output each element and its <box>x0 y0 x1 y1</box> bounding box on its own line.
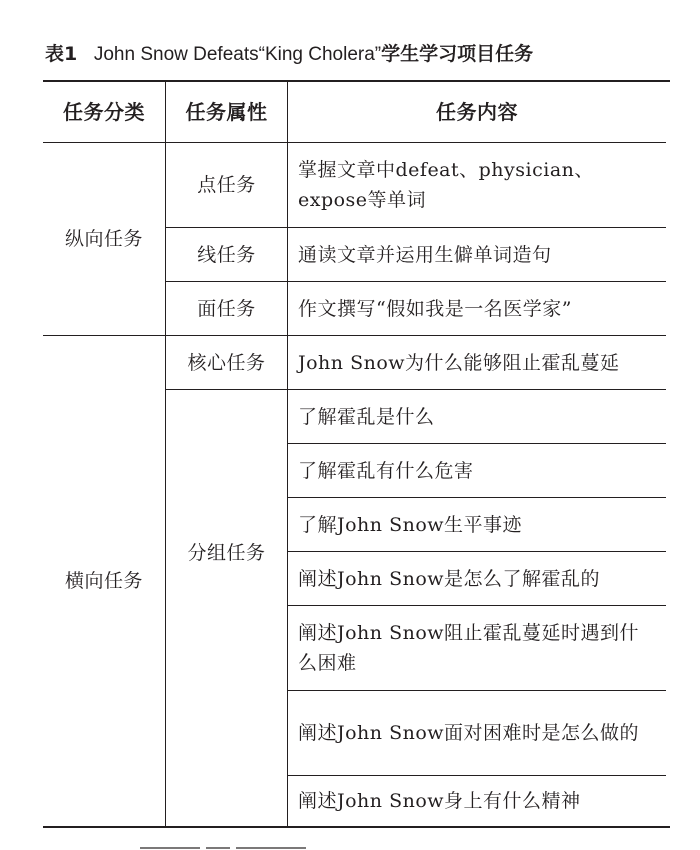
content-point-task: 掌握文章中defeat、physician、expose等单词 <box>298 159 594 211</box>
attribute-group-task: 分组任务 <box>187 542 266 564</box>
content-line-task: 通读文章并运用生僻单词造句 <box>298 243 552 266</box>
content-group-task-2: 了解霍乱有什么危害 <box>298 459 474 482</box>
content-group-task-3: 了解John Snow生平事迹 <box>298 513 523 536</box>
table-number: 表1 <box>45 43 78 65</box>
category-vertical-tasks: 纵向任务 <box>64 228 143 250</box>
header-category: 任务分类 <box>63 100 145 124</box>
content-group-task-6: 阐述John Snow面对困难时是怎么做的 <box>298 722 640 744</box>
cropped-text-fragment <box>140 836 360 850</box>
attribute-surface-task: 面任务 <box>197 297 256 320</box>
attribute-core-task: 核心任务 <box>187 351 266 374</box>
content-surface-task: 作文撰写“假如我是一名医学家” <box>298 297 572 320</box>
category-horizontal-tasks: 横向任务 <box>64 570 143 592</box>
header-content: 任务内容 <box>436 100 518 124</box>
attribute-point-task: 点任务 <box>197 174 256 196</box>
content-group-task-7: 阐述John Snow身上有什么精神 <box>298 790 581 812</box>
header-attribute: 任务属性 <box>185 100 268 124</box>
task-table <box>43 80 670 828</box>
content-core-task: John Snow为什么能够阻止霍乱蔓延 <box>298 351 620 374</box>
content-group-task-5: 阐述John Snow阻止霍乱蔓延时遇到什么困难 <box>298 622 640 674</box>
content-group-task-1: 了解霍乱是什么 <box>298 405 435 428</box>
table-title-english: John Snow Defeats“King Cholera” <box>93 44 382 65</box>
table-caption <box>45 38 685 70</box>
content-group-task-4: 阐述John Snow是怎么了解霍乱的 <box>298 567 601 590</box>
attribute-line-task: 线任务 <box>197 243 256 266</box>
table-title-chinese: 学生学习项目任务 <box>381 43 534 65</box>
